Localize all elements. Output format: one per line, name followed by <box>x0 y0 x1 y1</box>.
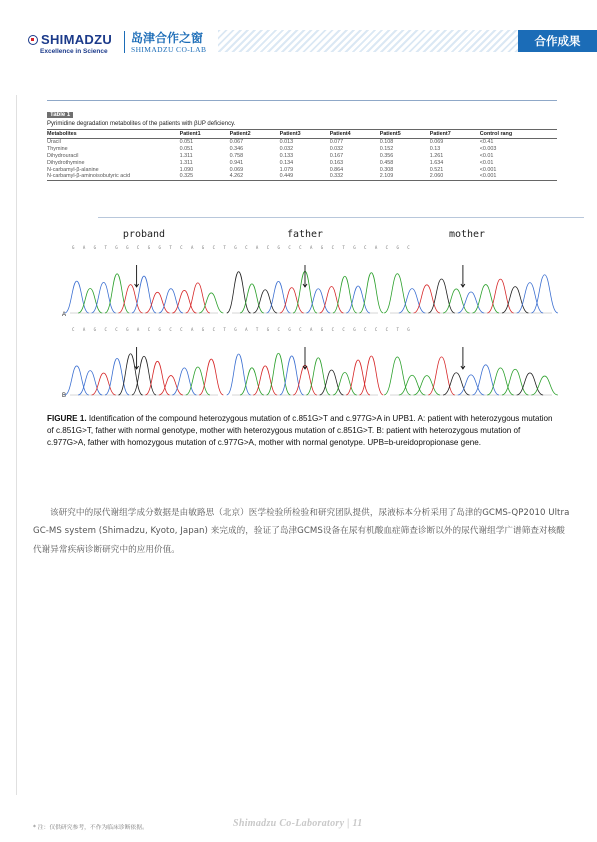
table-cell: <0.001 <box>479 166 497 173</box>
table-header-row <box>47 130 557 139</box>
table-cell: 2.109 <box>380 173 430 180</box>
trace-peak <box>346 360 370 395</box>
table-cell: 0.449 <box>280 173 330 180</box>
trace-peak <box>267 281 291 313</box>
table-cell: <0.001 <box>480 173 557 180</box>
table-cell: 0.458 <box>379 159 394 166</box>
caption-label: FIGURE 1. <box>47 414 87 423</box>
trace-peak <box>306 358 330 395</box>
mutation-arrow-icon <box>461 347 465 369</box>
table-cell: 1.634 <box>429 159 444 166</box>
mutation-arrow-icon <box>135 347 139 369</box>
table-cell: Thymine <box>47 146 68 153</box>
trace-peak <box>359 273 383 313</box>
mutation-arrow-icon <box>461 265 465 287</box>
table-cell: 1.079 <box>279 166 294 173</box>
table-cell: 0.167 <box>329 152 344 159</box>
sequence-row-a: G A G T G G C G G T C A G C T G C A C G C C A G C T G C A C G C <box>72 245 413 250</box>
header-divider <box>124 31 125 53</box>
trace-peak <box>384 274 411 313</box>
metabolites-table <box>47 129 557 181</box>
trace-peak <box>186 283 210 313</box>
table-cell: 0.308 <box>379 166 394 173</box>
table-cell: 1.261 <box>429 152 444 159</box>
table-header-cell: Patient5 <box>380 130 430 139</box>
section-badge: 合作成果 <box>518 30 597 52</box>
table-header-cell: Metabolites <box>47 130 180 139</box>
footer-page-number: Shimadzu Co-Laboratory | 11 <box>233 818 363 829</box>
table-cell: 1.090 <box>179 166 194 173</box>
table-cell: 0.069 <box>229 166 244 173</box>
table-cell: 0.069 <box>429 139 444 146</box>
table-cell: 0.332 <box>330 173 380 180</box>
trace-peak <box>472 285 499 313</box>
caption-text: Identification of the compound heterozygous mutation of c.851G>T and c.977G>A in UPB1. A: patient with heterozygous mutation of c.851G>T, father with normal genotype, mother with heterozygous mutation of c.851G>T. B: patient with heterozygous mutation of c.977G>A, father with homozygous mutation of c.977G>A, mother with normal genotype. UPB=b-ureidopropionase gene. <box>47 414 553 448</box>
table-cell: 0.521 <box>429 166 444 173</box>
header-hatch-band <box>218 30 518 52</box>
panel-title-mother: mother <box>448 229 486 240</box>
table-cell: Dihydrouracil <box>47 152 79 159</box>
table-cell: <0.01 <box>479 152 494 159</box>
table-cell: <0.41 <box>479 139 494 146</box>
table-cell: N-carbamyl-β-aminoisobutyric acid <box>47 173 180 180</box>
trace-peak <box>384 357 411 395</box>
table-cell: 2.060 <box>430 173 480 180</box>
trace-peak <box>105 358 129 395</box>
table-cell: 0.051 <box>179 139 194 146</box>
table-cell: 1.311 <box>179 152 193 159</box>
table-label: Table 1 <box>47 112 73 118</box>
table-cell: 0.134 <box>279 159 294 166</box>
trace-peak <box>333 276 357 313</box>
table-header-cell: Patient4 <box>330 130 380 139</box>
trace-peak <box>172 368 196 395</box>
table-header-cell: Patient7 <box>430 130 480 139</box>
table-cell: 4.262 <box>230 173 280 180</box>
trace-peak <box>172 290 196 313</box>
trace-peak <box>227 354 251 395</box>
lab-title-en: SHIMADZU CO-LAB <box>131 45 207 54</box>
row-label-b: B <box>62 393 67 399</box>
page-header <box>0 0 597 60</box>
table-title: Pyrimidine degradation metabolites of the patients with βUP deficiency. <box>47 121 236 127</box>
row-label-a: A <box>62 312 67 318</box>
trace-peak <box>105 274 129 313</box>
table-cell: 0.758 <box>229 152 244 159</box>
trace-peak <box>199 359 223 395</box>
table-cell: 0.077 <box>329 139 344 146</box>
mutation-arrow-icon <box>303 347 307 369</box>
figure-caption <box>47 413 559 450</box>
table-cell: 0.133 <box>279 152 294 159</box>
trace-peak <box>531 275 558 313</box>
trace-peak <box>78 288 102 313</box>
table-cell: 0.152 <box>379 146 394 153</box>
table-cell: Uracil <box>47 139 61 146</box>
shimadzu-logo <box>28 32 112 55</box>
trace-peak <box>280 356 304 395</box>
trace-peak <box>227 272 251 313</box>
table-row <box>47 159 557 166</box>
trace-peak <box>118 285 142 313</box>
panel-title-father: father <box>286 229 324 240</box>
table-cell: 0.051 <box>179 146 194 153</box>
table-cell: <0.01 <box>479 159 494 166</box>
trace-peak <box>531 376 558 395</box>
table-cell: 0.356 <box>379 152 394 159</box>
table-cell: N-carbamyl-β-alanine <box>47 166 99 173</box>
table-cell: 0.941 <box>229 159 244 166</box>
shimadzu-emblem-icon <box>28 35 38 45</box>
table-figure <box>47 100 557 191</box>
trace-peak <box>428 357 455 395</box>
table-cell: 0.864 <box>329 166 344 173</box>
table-cell: <0.003 <box>479 146 497 153</box>
table-body <box>47 139 557 181</box>
brand-name: SHIMADZU <box>41 32 113 47</box>
lab-title-cn: 岛津合作之窗 <box>131 31 204 45</box>
table-cell: 0.032 <box>329 146 344 153</box>
mutation-arrow-icon <box>135 265 139 287</box>
trace-peak <box>65 281 89 313</box>
trace-peak <box>92 282 116 313</box>
table-row <box>47 153 557 160</box>
table-row <box>47 139 557 146</box>
footer-note: * 注：仅供研究参考，不作为临床诊断依据。 <box>33 825 148 831</box>
sequence-row-b: C A G C C G A C G C C A G C T G A T G C G C A G C C G C C C T G <box>72 327 413 332</box>
table-cell: 0.325 <box>180 173 230 180</box>
table-cell: 0.013 <box>279 139 294 146</box>
table-header-cell: Patient3 <box>280 130 330 139</box>
trace-peak <box>145 292 169 313</box>
table-cell: 0.032 <box>279 146 294 153</box>
table-header-cell: Control rang <box>480 130 557 139</box>
trace-peak <box>145 361 169 395</box>
table-cell: 0.108 <box>379 139 394 146</box>
table-cell: Dihydrothymine <box>47 159 85 166</box>
table-cell: 0.163 <box>329 159 344 166</box>
table-row <box>47 173 557 180</box>
figure-separator <box>98 217 584 218</box>
table-row <box>47 146 557 153</box>
table-header-cell: Patient1 <box>180 130 230 139</box>
brand-tagline: Excellence in Science <box>40 48 108 55</box>
trace-peak <box>502 287 529 313</box>
trace-peak <box>253 290 277 313</box>
mutation-arrow-icon <box>303 265 307 287</box>
table-cell: 0.067 <box>229 139 244 146</box>
trace-peak <box>132 276 156 313</box>
table-header-cell: Patient2 <box>230 130 280 139</box>
table-cell: 1.311 <box>179 159 193 166</box>
margin-rule <box>16 95 17 795</box>
body-paragraph: 该研究中的尿代谢组学成分数据是由敏路思（北京）医学检验所检验和研究团队提供，尿液标本分析采用了岛津的GCMS-QP2010 Ultra GC-MS system (Shimadzu, Kyoto, Japan) 来完成的，验证了岛津GCMS设备在尿有机酸血症筛查诊断以外的尿代谢组学广谱筛查对核酸代谢异常疾病诊断研究中的应用价值。 <box>33 508 570 555</box>
table-row <box>47 166 557 173</box>
trace-peak <box>458 292 485 313</box>
panel-title-proband: proband <box>122 229 166 240</box>
chromatogram-svg <box>62 225 562 405</box>
table-cell: 0.346 <box>229 146 244 153</box>
sequencing-figure <box>62 225 562 405</box>
table-cell: 0.13 <box>429 146 441 153</box>
